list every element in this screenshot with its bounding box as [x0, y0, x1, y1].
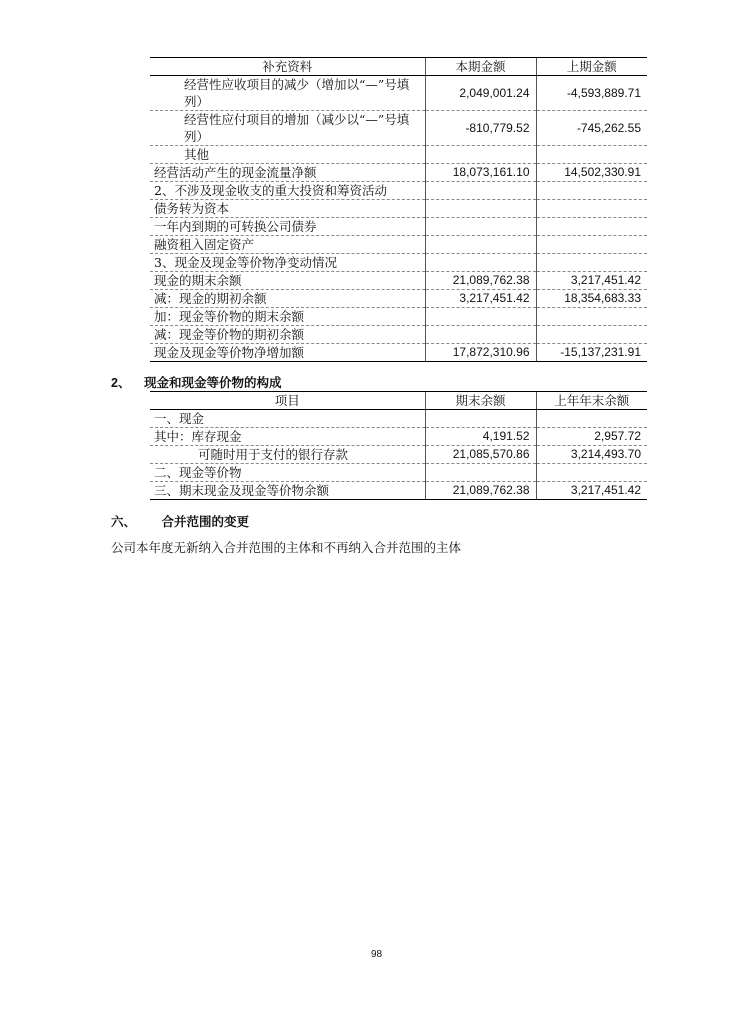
row-prior — [536, 464, 647, 482]
table-row — [150, 182, 647, 200]
row-prior — [536, 200, 647, 218]
table-row — [150, 218, 647, 236]
scope-change-paragraph: 公司本年度无新纳入合并范围的主体和不再纳入合并范围的主体 — [111, 540, 462, 555]
section-number: 六、 — [111, 515, 137, 529]
header-prior-year-ending-balance: 上年年末余额 — [536, 392, 647, 410]
table-row — [150, 76, 647, 111]
row-current — [425, 236, 536, 254]
header-ending-balance: 期末余额 — [425, 392, 536, 410]
table-row — [150, 111, 647, 146]
table-header-row — [150, 58, 647, 76]
section-6-heading — [111, 512, 249, 530]
row-current: 21,085,570.86 — [425, 446, 536, 464]
row-label: 可随时用于支付的银行存款 — [150, 446, 425, 464]
header-item: 项目 — [150, 392, 425, 410]
cash-equivalents-table — [150, 391, 647, 500]
row-label: 经营性应收项目的减少（增加以“—”号填列） — [150, 76, 425, 111]
header-current-amount: 本期金额 — [425, 58, 536, 76]
row-prior — [536, 410, 647, 428]
row-current — [425, 182, 536, 200]
table-row — [150, 290, 647, 308]
table-row — [150, 344, 647, 362]
row-label: 减：现金等价物的期初余额 — [150, 326, 425, 344]
row-label: 加：现金等价物的期末余额 — [150, 308, 425, 326]
row-prior: -4,593,889.71 — [536, 76, 647, 111]
row-label: 减：现金的期初余额 — [150, 290, 425, 308]
row-label: 一、现金 — [150, 410, 425, 428]
row-current: 4,191.52 — [425, 428, 536, 446]
row-prior — [536, 218, 647, 236]
row-current: 3,217,451.42 — [425, 290, 536, 308]
row-prior — [536, 326, 647, 344]
row-prior: 3,217,451.42 — [536, 482, 647, 500]
section-title: 现金和现金等价物的构成 — [143, 376, 282, 390]
table-row — [150, 146, 647, 164]
page-number: 98 — [370, 949, 383, 960]
row-current: 21,089,762.38 — [425, 482, 536, 500]
row-current — [425, 254, 536, 272]
row-current: -810,779.52 — [425, 111, 536, 146]
row-current: 18,073,161.10 — [425, 164, 536, 182]
row-prior — [536, 236, 647, 254]
supplementary-cashflow-table — [150, 57, 647, 362]
row-current — [425, 410, 536, 428]
table-row — [150, 446, 647, 464]
table-row — [150, 410, 647, 428]
table-row — [150, 308, 647, 326]
row-label: 现金及现金等价物净增加额 — [150, 344, 425, 362]
row-prior — [536, 254, 647, 272]
row-current: 21,089,762.38 — [425, 272, 536, 290]
header-supplementary: 补充资料 — [150, 58, 425, 76]
row-prior — [536, 146, 647, 164]
row-current — [425, 308, 536, 326]
table-row — [150, 272, 647, 290]
table-row — [150, 482, 647, 500]
row-label: 2、不涉及现金收支的重大投资和筹资活动 — [150, 182, 425, 200]
table-row — [150, 164, 647, 182]
row-current — [425, 200, 536, 218]
header-prior-amount: 上期金额 — [536, 58, 647, 76]
row-prior: 3,217,451.42 — [536, 272, 647, 290]
row-prior: 18,354,683.33 — [536, 290, 647, 308]
row-current — [425, 326, 536, 344]
row-label: 3、现金及现金等价物净变动情况 — [150, 254, 425, 272]
row-label: 经营活动产生的现金流量净额 — [150, 164, 425, 182]
row-current — [425, 218, 536, 236]
row-label: 其中：库存现金 — [150, 428, 425, 446]
row-label: 三、期末现金及现金等价物余额 — [150, 482, 425, 500]
row-label: 二、现金等价物 — [150, 464, 425, 482]
table-row — [150, 464, 647, 482]
row-prior: 14,502,330.91 — [536, 164, 647, 182]
row-prior: -15,137,231.91 — [536, 344, 647, 362]
table-row — [150, 326, 647, 344]
table-row — [150, 200, 647, 218]
row-prior: 3,214,493.70 — [536, 446, 647, 464]
section-2-heading — [111, 373, 281, 391]
row-prior: 2,957.72 — [536, 428, 647, 446]
section-title: 合并范围的变更 — [161, 515, 250, 529]
table-row — [150, 428, 647, 446]
row-current — [425, 146, 536, 164]
row-label: 一年内到期的可转换公司债券 — [150, 218, 425, 236]
row-label: 现金的期末余额 — [150, 272, 425, 290]
row-prior: -745,262.55 — [536, 111, 647, 146]
table-row — [150, 254, 647, 272]
row-label: 融资租入固定资产 — [150, 236, 425, 254]
row-label: 债务转为资本 — [150, 200, 425, 218]
row-current: 17,872,310.96 — [425, 344, 536, 362]
row-label: 其他 — [150, 146, 425, 164]
section-number: 2、 — [111, 376, 131, 390]
table-header-row — [150, 392, 647, 410]
row-label: 经营性应付项目的增加（减少以“—”号填列） — [150, 111, 425, 146]
row-current: 2,049,001.24 — [425, 76, 536, 111]
row-current — [425, 464, 536, 482]
row-prior — [536, 182, 647, 200]
table-row — [150, 236, 647, 254]
row-prior — [536, 308, 647, 326]
